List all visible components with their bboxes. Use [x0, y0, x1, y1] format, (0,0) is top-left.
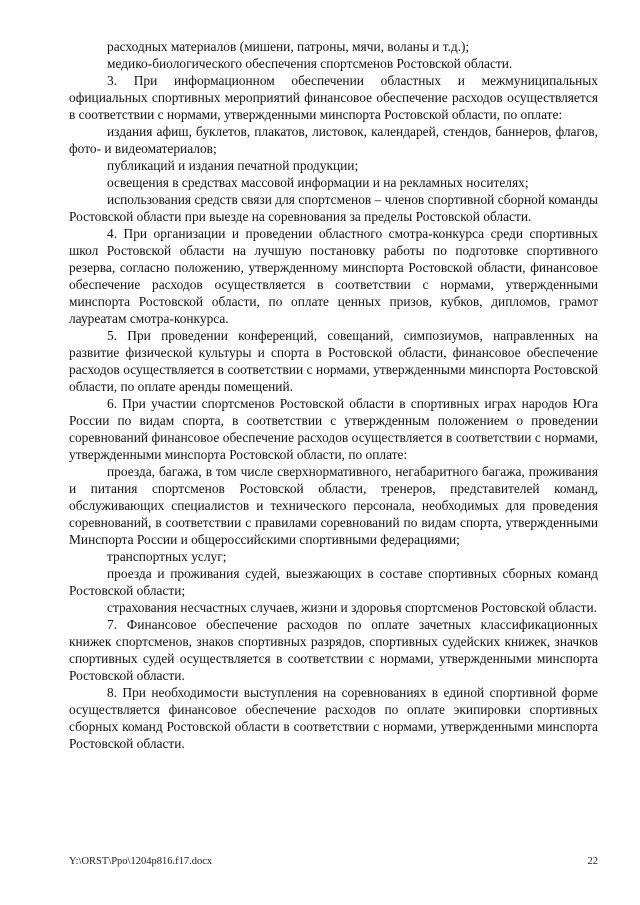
paragraph: медико-биологического обеспечения спортсменов Ростовской области.: [107, 56, 513, 71]
paragraph: 4. При организации и проведении областного смотра-конкурса среди спортивных школ Ростовской области на лучшую постановку работы по подготовке спортивного резерва, согласно положению, утвержденному минспорта Ростовской области, финансовое обеспечение расходов осуществляется в соответствии с нормами, утвержденными минспорта Ростовской области, по оплате ценных призов, кубков, дипломов, грамот лауреатам смотра-конкурса.: [69, 226, 598, 326]
paragraph: освещения в средствах массовой информации и на рекламных носителях;: [107, 175, 529, 190]
paragraph: издания афиш, буклетов, плакатов, листовок, календарей, стендов, баннеров, флагов, фото- и видеоматериалов;: [69, 124, 598, 156]
paragraph: 8. При необходимости выступления на соревнованиях в единой спортивной форме осуществляется финансовое обеспечение расходов по оплате экипировки спортивных сборных команд Ростовской области в соответствии с нормами, утвержденными минспорта Ростовской области.: [69, 685, 598, 751]
document-body: [69, 38, 598, 752]
paragraph: 5. При проведении конференций, совещаний, симпозиумов, направленных на развитие физической культуры и спорта в Ростовской области, финансовое обеспечение расходов осуществляется в соответствии с нормами, утвержденными минспорта Ростовской области, по оплате аренды помещений.: [69, 328, 598, 394]
paragraph: расходных материалов (мишени, патроны, мячи, воланы и т.д.);: [107, 39, 470, 54]
footer-file-path: Y:\ORST\Ppo\1204p816.f17.docx: [69, 856, 213, 867]
paragraph: проезда, багажа, в том числе сверхнормативного, негабаритного багажа, проживания и питания спортсменов Ростовской области, тренеров, представителей команд, обслуживающих специалистов и технического персонала, необходимых для проведения соревнований, в соответствии с правилами соревнований по видам спорта, утвержденными Минспорта России и общероссийскими спортивными федерациями;: [69, 464, 598, 547]
page-number: 22: [587, 856, 598, 867]
paragraph: проезда и проживания судей, выезжающих в составе спортивных сборных команд Ростовской области;: [69, 566, 598, 598]
page-footer: [69, 856, 598, 868]
paragraph: 3. При информационном обеспечении областных и межмуниципальных официальных спортивных мероприятий финансовое обеспечение расходов осуществляется в соответствии с нормами, утвержденными минспорта Ростовской области, по оплате:: [69, 73, 598, 122]
paragraph: страхования несчастных случаев, жизни и здоровья спортсменов Ростовской области.: [107, 600, 597, 615]
paragraph: 6. При участии спортсменов Ростовской области в спортивных играх народов Юга России по видам спорта, в соответствии с утвержденным положением о проведении соревнований финансовое обеспечение расходов осуществляется в соответствии с нормами, утвержденными минспорта Ростовской области, по оплате:: [69, 396, 598, 462]
paragraph: транспортных услуг;: [107, 549, 227, 564]
paragraph: 7. Финансовое обеспечение расходов по оплате зачетных классификационных книжек спортсменов, знаков спортивных разрядов, спортивных судейских книжек, значков спортивных судей осуществляется в соответствии с нормами, утвержденными минспорта Ростовской области.: [69, 617, 598, 683]
paragraph: использования средств связи для спортсменов – членов спортивной сборной команды Ростовской области при выезде на соревнования за пределы Ростовской области.: [69, 192, 598, 224]
paragraph: публикаций и издания печатной продукции;: [107, 158, 359, 173]
